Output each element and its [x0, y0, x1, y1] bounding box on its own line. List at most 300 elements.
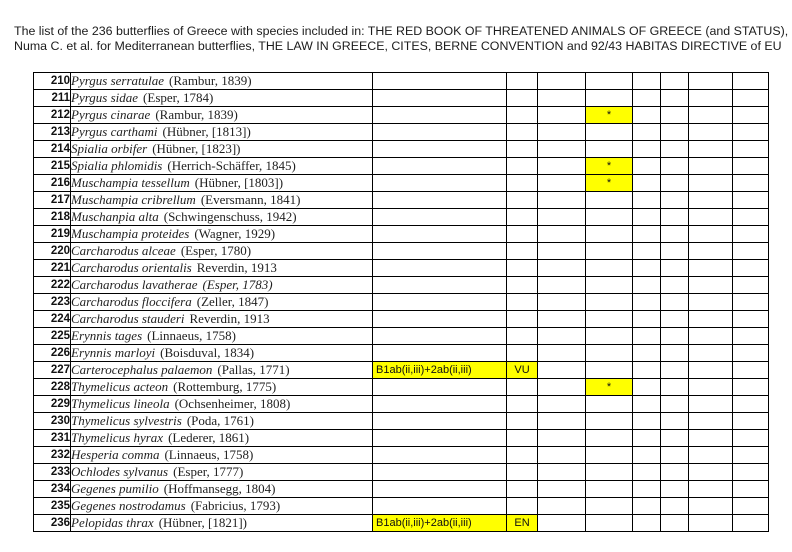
cell-col-6 — [661, 192, 689, 209]
cell-redbook-status — [507, 158, 538, 175]
cell-col-5 — [633, 107, 661, 124]
cell-col-7 — [689, 396, 733, 413]
row-number: 231 — [34, 430, 71, 447]
species-cell — [71, 430, 373, 447]
cell-col-3 — [538, 362, 586, 379]
species-name: Spialia orbifer — [71, 141, 148, 156]
cell-col-7 — [689, 226, 733, 243]
species-name: Carcharodus orientalis — [71, 260, 192, 275]
cell-col-5 — [633, 328, 661, 345]
cell-col-7 — [689, 379, 733, 396]
species-author: (Rambur, 1839) — [169, 73, 252, 88]
cell-col-5 — [633, 464, 661, 481]
cell-col-3 — [538, 481, 586, 498]
cell-col-7 — [689, 328, 733, 345]
species-name: Carcharodus alceae — [71, 243, 176, 258]
species-cell — [71, 260, 373, 277]
cell-col-8 — [733, 515, 769, 532]
cell-col-5 — [633, 447, 661, 464]
cell-col-7 — [689, 345, 733, 362]
cell-col-8 — [733, 277, 769, 294]
row-number: 216 — [34, 175, 71, 192]
cell-col-8 — [733, 209, 769, 226]
cell-col-6 — [661, 124, 689, 141]
species-author: (Poda, 1761) — [186, 413, 255, 428]
cell-col-5 — [633, 175, 661, 192]
species-author: (Linnaeus, 1758) — [164, 447, 254, 462]
cell-col-8 — [733, 175, 769, 192]
cell-col-3 — [538, 413, 586, 430]
table-row — [34, 243, 769, 260]
row-number: 234 — [34, 481, 71, 498]
cell-redbook-status — [507, 141, 538, 158]
cell-col-3 — [538, 396, 586, 413]
species-name: Ochlodes sylvanus — [71, 464, 169, 479]
cell-col-4 — [586, 481, 633, 498]
cell-col-6 — [661, 107, 689, 124]
table-row — [34, 192, 769, 209]
row-number: 211 — [34, 90, 71, 107]
cell-col-7 — [689, 515, 733, 532]
cell-col-6 — [661, 464, 689, 481]
page-caption — [14, 24, 789, 54]
cell-col-3 — [538, 158, 586, 175]
cell-col-4: * — [586, 107, 633, 124]
species-name: Hesperia comma — [71, 447, 160, 462]
species-name: Muschampia cribrellum — [71, 192, 196, 207]
row-number: 227 — [34, 362, 71, 379]
row-number: 236 — [34, 515, 71, 532]
cell-col-6 — [661, 277, 689, 294]
species-name: Thymelicus lineola — [71, 396, 170, 411]
cell-redbook-status — [507, 498, 538, 515]
species-author: (Hübner, [1813]) — [162, 124, 251, 139]
cell-col-5 — [633, 481, 661, 498]
row-number: 229 — [34, 396, 71, 413]
cell-col-8 — [733, 413, 769, 430]
cell-col-6 — [661, 328, 689, 345]
species-name: Thymelicus sylvestris — [71, 413, 182, 428]
cell-col-3 — [538, 260, 586, 277]
table-row — [34, 226, 769, 243]
cell-col-6 — [661, 73, 689, 90]
cell-col-4 — [586, 209, 633, 226]
species-cell — [71, 158, 373, 175]
species-cell — [71, 515, 373, 532]
cell-col-7 — [689, 192, 733, 209]
table-row — [34, 73, 769, 90]
row-number: 220 — [34, 243, 71, 260]
species-author: (Hübner, [1821]) — [158, 515, 247, 530]
cell-col-3 — [538, 277, 586, 294]
cell-col-8 — [733, 328, 769, 345]
cell-redbook-criteria — [373, 447, 507, 464]
cell-col-8 — [733, 158, 769, 175]
cell-redbook-status — [507, 90, 538, 107]
cell-col-4: * — [586, 379, 633, 396]
cell-col-5 — [633, 243, 661, 260]
butterfly-table — [33, 72, 769, 532]
cell-redbook-criteria — [373, 498, 507, 515]
cell-col-8 — [733, 396, 769, 413]
species-cell — [71, 328, 373, 345]
cell-col-5 — [633, 362, 661, 379]
cell-col-4 — [586, 243, 633, 260]
species-author: (Rottemburg, 1775) — [173, 379, 277, 394]
species-cell — [71, 362, 373, 379]
cell-col-4 — [586, 413, 633, 430]
cell-col-7 — [689, 141, 733, 158]
cell-col-6 — [661, 345, 689, 362]
species-cell — [71, 124, 373, 141]
table-row — [34, 90, 769, 107]
table-row — [34, 277, 769, 294]
row-number: 213 — [34, 124, 71, 141]
species-name: Muschanpia alta — [71, 209, 159, 224]
cell-redbook-status — [507, 73, 538, 90]
cell-col-7 — [689, 209, 733, 226]
species-cell — [71, 413, 373, 430]
species-author: (Fabricius, 1793) — [190, 498, 281, 513]
species-name: Carcharodus floccifera — [71, 294, 192, 309]
row-number: 217 — [34, 192, 71, 209]
cell-redbook-status — [507, 209, 538, 226]
species-cell — [71, 277, 373, 294]
cell-col-6 — [661, 175, 689, 192]
cell-redbook-criteria — [373, 328, 507, 345]
table-row — [34, 124, 769, 141]
cell-col-5 — [633, 413, 661, 430]
species-author: Reverdin, 1913 — [196, 260, 277, 275]
cell-col-7 — [689, 124, 733, 141]
species-cell — [71, 345, 373, 362]
cell-col-6 — [661, 226, 689, 243]
cell-col-5 — [633, 226, 661, 243]
row-number: 223 — [34, 294, 71, 311]
cell-col-8 — [733, 294, 769, 311]
cell-col-7 — [689, 481, 733, 498]
table-row — [34, 515, 769, 532]
cell-redbook-criteria: B1ab(ii,iii)+2ab(ii,iii) — [373, 515, 507, 532]
cell-col-5 — [633, 311, 661, 328]
cell-redbook-status — [507, 175, 538, 192]
cell-col-4 — [586, 515, 633, 532]
cell-col-3 — [538, 90, 586, 107]
species-name: Pelopidas thrax — [71, 515, 154, 530]
species-name: Erynnis marloyi — [71, 345, 156, 360]
cell-col-8 — [733, 124, 769, 141]
cell-col-3 — [538, 498, 586, 515]
species-author: (Wagner, 1929) — [194, 226, 276, 241]
cell-col-5 — [633, 345, 661, 362]
species-author: (Esper, 1784) — [143, 90, 214, 105]
cell-redbook-criteria — [373, 192, 507, 209]
species-name: Pyrgus carthami — [71, 124, 158, 139]
cell-col-7 — [689, 158, 733, 175]
species-name: Gegenes nostrodamus — [71, 498, 186, 513]
table-row — [34, 311, 769, 328]
table-row — [34, 328, 769, 345]
cell-col-5 — [633, 90, 661, 107]
species-name: Pyrgus serratulae — [71, 73, 165, 88]
cell-redbook-status — [507, 464, 538, 481]
cell-col-5 — [633, 294, 661, 311]
cell-col-6 — [661, 311, 689, 328]
species-author: (Hübner, [1803]) — [194, 175, 284, 190]
cell-col-6 — [661, 362, 689, 379]
cell-redbook-criteria — [373, 158, 507, 175]
cell-col-4 — [586, 277, 633, 294]
table-row — [34, 294, 769, 311]
species-author: (Boisduval, 1834) — [160, 345, 255, 360]
cell-col-8 — [733, 345, 769, 362]
cell-redbook-status — [507, 277, 538, 294]
cell-redbook-criteria — [373, 107, 507, 124]
cell-col-3 — [538, 430, 586, 447]
species-name: Pyrgus sidae — [71, 90, 139, 105]
cell-redbook-criteria — [373, 277, 507, 294]
cell-col-8 — [733, 447, 769, 464]
cell-col-5 — [633, 396, 661, 413]
species-name: Gegenes pumilio — [71, 481, 159, 496]
cell-redbook-criteria — [373, 430, 507, 447]
cell-redbook-status — [507, 294, 538, 311]
species-name: Erynnis tages — [71, 328, 143, 343]
species-author: (Esper, 1783) — [202, 277, 273, 292]
cell-col-4 — [586, 226, 633, 243]
cell-redbook-criteria — [373, 73, 507, 90]
cell-col-3 — [538, 311, 586, 328]
species-author: (Hübner, [1823]) — [152, 141, 241, 156]
species-name: Muschampia tessellum — [71, 175, 190, 190]
species-cell — [71, 243, 373, 260]
cell-redbook-criteria: B1ab(ii,iii)+2ab(ii,iii) — [373, 362, 507, 379]
species-cell — [71, 90, 373, 107]
cell-col-6 — [661, 515, 689, 532]
cell-col-3 — [538, 209, 586, 226]
cell-col-4 — [586, 90, 633, 107]
cell-col-7 — [689, 464, 733, 481]
cell-col-4 — [586, 345, 633, 362]
cell-redbook-criteria — [373, 141, 507, 158]
cell-col-6 — [661, 141, 689, 158]
species-name: Muschampia proteides — [71, 226, 190, 241]
cell-col-4 — [586, 464, 633, 481]
row-number: 232 — [34, 447, 71, 464]
cell-col-8 — [733, 260, 769, 277]
table-row — [34, 379, 769, 396]
cell-redbook-criteria — [373, 311, 507, 328]
cell-redbook-status — [507, 107, 538, 124]
cell-col-3 — [538, 192, 586, 209]
cell-redbook-status — [507, 447, 538, 464]
table-row — [34, 175, 769, 192]
cell-col-8 — [733, 192, 769, 209]
cell-col-8 — [733, 498, 769, 515]
cell-redbook-status: VU — [507, 362, 538, 379]
cell-col-7 — [689, 107, 733, 124]
cell-col-7 — [689, 447, 733, 464]
cell-col-8 — [733, 481, 769, 498]
species-author: (Esper, 1777) — [173, 464, 244, 479]
species-name: Carcharodus stauderi — [71, 311, 185, 326]
row-number: 233 — [34, 464, 71, 481]
cell-col-6 — [661, 90, 689, 107]
cell-col-3 — [538, 328, 586, 345]
cell-col-7 — [689, 90, 733, 107]
cell-col-6 — [661, 447, 689, 464]
table-row — [34, 209, 769, 226]
species-author: (Pallas, 1771) — [217, 362, 290, 377]
caption-line-1: The list of the 236 butterflies of Greece with species included in: THE RED BOOK OF THREATENED ANIMALS OF GREECE (and STATUS), — [14, 24, 789, 38]
cell-col-4 — [586, 447, 633, 464]
cell-redbook-criteria — [373, 379, 507, 396]
cell-col-8 — [733, 464, 769, 481]
cell-redbook-status — [507, 430, 538, 447]
species-cell — [71, 226, 373, 243]
cell-col-5 — [633, 141, 661, 158]
species-author: (Rambur, 1839) — [155, 107, 238, 122]
row-number: 215 — [34, 158, 71, 175]
cell-col-3 — [538, 141, 586, 158]
cell-col-3 — [538, 124, 586, 141]
species-cell — [71, 175, 373, 192]
species-cell — [71, 396, 373, 413]
cell-col-4: * — [586, 158, 633, 175]
caption-line-2: Numa C. et al. for Mediterranean butterflies, THE LAW IN GREECE, CITES, BERNE CONVENTION and 92/43 HABITAS DIRECTIVE of EU — [14, 39, 782, 53]
cell-col-7 — [689, 498, 733, 515]
cell-col-4 — [586, 260, 633, 277]
species-author: (Ochsenheimer, 1808) — [174, 396, 291, 411]
cell-col-3 — [538, 345, 586, 362]
cell-col-8 — [733, 362, 769, 379]
cell-col-6 — [661, 294, 689, 311]
cell-col-7 — [689, 243, 733, 260]
species-cell — [71, 209, 373, 226]
cell-col-4 — [586, 430, 633, 447]
species-name: Thymelicus acteon — [71, 379, 169, 394]
cell-redbook-status — [507, 379, 538, 396]
table-row — [34, 107, 769, 124]
cell-redbook-criteria — [373, 294, 507, 311]
cell-col-5 — [633, 430, 661, 447]
cell-col-7 — [689, 413, 733, 430]
table-row — [34, 158, 769, 175]
cell-redbook-criteria — [373, 243, 507, 260]
cell-redbook-status — [507, 396, 538, 413]
row-number: 222 — [34, 277, 71, 294]
cell-col-3 — [538, 447, 586, 464]
cell-col-4 — [586, 498, 633, 515]
cell-redbook-criteria — [373, 260, 507, 277]
cell-redbook-status — [507, 413, 538, 430]
cell-redbook-status — [507, 243, 538, 260]
cell-redbook-criteria — [373, 481, 507, 498]
cell-col-5 — [633, 73, 661, 90]
cell-col-6 — [661, 158, 689, 175]
species-name: Pyrgus cinarae — [71, 107, 151, 122]
species-author: (Linnaeus, 1758) — [147, 328, 236, 343]
cell-redbook-status — [507, 226, 538, 243]
table-row — [34, 464, 769, 481]
cell-redbook-criteria — [373, 396, 507, 413]
species-author: (Hoffmansegg, 1804) — [163, 481, 276, 496]
cell-col-5 — [633, 124, 661, 141]
cell-col-8 — [733, 107, 769, 124]
cell-col-4: * — [586, 175, 633, 192]
cell-col-7 — [689, 430, 733, 447]
cell-col-7 — [689, 175, 733, 192]
cell-col-8 — [733, 226, 769, 243]
species-author: (Esper, 1780) — [180, 243, 252, 258]
species-author: (Schwingenschuss, 1942) — [163, 209, 297, 224]
species-author: Reverdin, 1913 — [189, 311, 270, 326]
table-row — [34, 362, 769, 379]
species-cell — [71, 447, 373, 464]
cell-redbook-criteria — [373, 226, 507, 243]
species-cell — [71, 379, 373, 396]
cell-col-6 — [661, 413, 689, 430]
cell-col-3 — [538, 243, 586, 260]
table-row — [34, 413, 769, 430]
cell-col-5 — [633, 498, 661, 515]
cell-col-8 — [733, 311, 769, 328]
cell-redbook-status: EN — [507, 515, 538, 532]
cell-col-3 — [538, 294, 586, 311]
cell-col-6 — [661, 498, 689, 515]
cell-col-8 — [733, 141, 769, 158]
species-author: (Herrich-Schäffer, 1845) — [167, 158, 296, 173]
cell-col-8 — [733, 90, 769, 107]
species-table-body — [34, 73, 769, 532]
cell-col-4 — [586, 141, 633, 158]
table-row — [34, 447, 769, 464]
table-row — [34, 481, 769, 498]
cell-col-3 — [538, 73, 586, 90]
table-row — [34, 430, 769, 447]
cell-col-5 — [633, 277, 661, 294]
table-row — [34, 498, 769, 515]
cell-col-7 — [689, 73, 733, 90]
cell-redbook-status — [507, 124, 538, 141]
cell-col-3 — [538, 107, 586, 124]
cell-redbook-criteria — [373, 209, 507, 226]
cell-redbook-status — [507, 481, 538, 498]
cell-col-5 — [633, 379, 661, 396]
row-number: 230 — [34, 413, 71, 430]
species-cell — [71, 73, 373, 90]
row-number: 235 — [34, 498, 71, 515]
cell-col-8 — [733, 243, 769, 260]
cell-col-4 — [586, 73, 633, 90]
cell-col-4 — [586, 192, 633, 209]
species-author: (Lederer, 1861) — [168, 430, 250, 445]
cell-redbook-criteria — [373, 413, 507, 430]
row-number: 221 — [34, 260, 71, 277]
cell-redbook-status — [507, 192, 538, 209]
species-cell — [71, 498, 373, 515]
cell-col-3 — [538, 379, 586, 396]
cell-col-5 — [633, 209, 661, 226]
cell-col-3 — [538, 175, 586, 192]
table-row — [34, 345, 769, 362]
cell-col-3 — [538, 464, 586, 481]
table-row — [34, 141, 769, 158]
row-number: 212 — [34, 107, 71, 124]
cell-col-5 — [633, 260, 661, 277]
species-cell — [71, 192, 373, 209]
cell-col-4 — [586, 311, 633, 328]
